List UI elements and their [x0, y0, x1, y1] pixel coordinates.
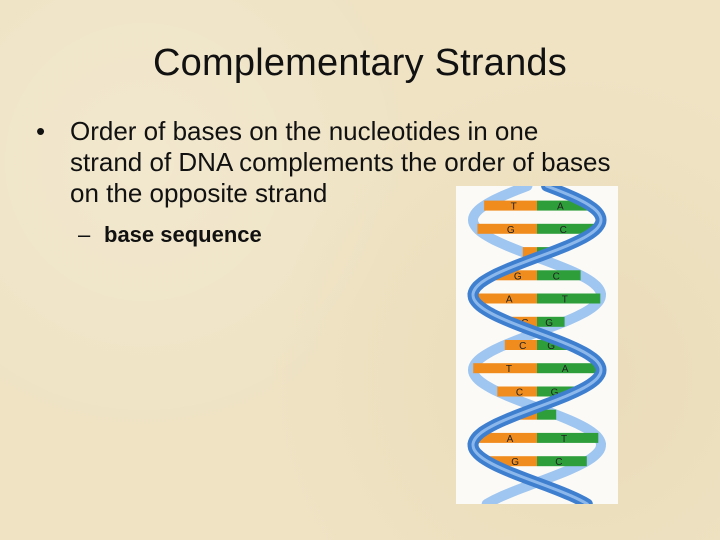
base-letter-right: C — [555, 457, 563, 469]
base-letter-left: A — [506, 433, 514, 445]
base-letter-left: C — [515, 387, 524, 399]
base-letter-left: T — [505, 364, 512, 376]
sub-bullet-text: base sequence — [104, 222, 262, 247]
base-letter-left: C — [519, 341, 527, 352]
base-rung-right — [537, 363, 601, 376]
slide-title: Complementary Strands — [153, 42, 567, 84]
base-letter-right: G — [550, 387, 559, 399]
base-letter-left: G — [513, 271, 522, 283]
base-letter-right: C — [559, 224, 567, 236]
base-letter-right: T — [560, 433, 568, 445]
base-rung-right — [537, 294, 600, 304]
bullet-marker: • — [36, 116, 46, 146]
dna-helix-graphic — [456, 186, 618, 504]
sub-bullet-marker: – — [78, 222, 91, 247]
base-letter-right: T — [561, 294, 568, 306]
base-letter-left: C — [521, 317, 529, 329]
base-letter-right: G — [547, 341, 556, 352]
base-letter-right: A — [561, 364, 569, 376]
base-letter-left: A — [505, 294, 513, 306]
base-letter-left: G — [511, 457, 519, 469]
base-letter-left: G — [506, 224, 515, 236]
bullet-text: Order of bases on the nucleotides in one strand of DNA complements the order of bases on the opposite strand — [70, 116, 611, 208]
base-letter-right: A — [556, 201, 564, 213]
base-letter-left: T — [510, 201, 517, 213]
base-rung-right — [537, 433, 598, 443]
base-letter-right: G — [545, 317, 553, 329]
base-letter-right: C — [552, 271, 560, 283]
dna-double-helix-image — [456, 186, 618, 504]
